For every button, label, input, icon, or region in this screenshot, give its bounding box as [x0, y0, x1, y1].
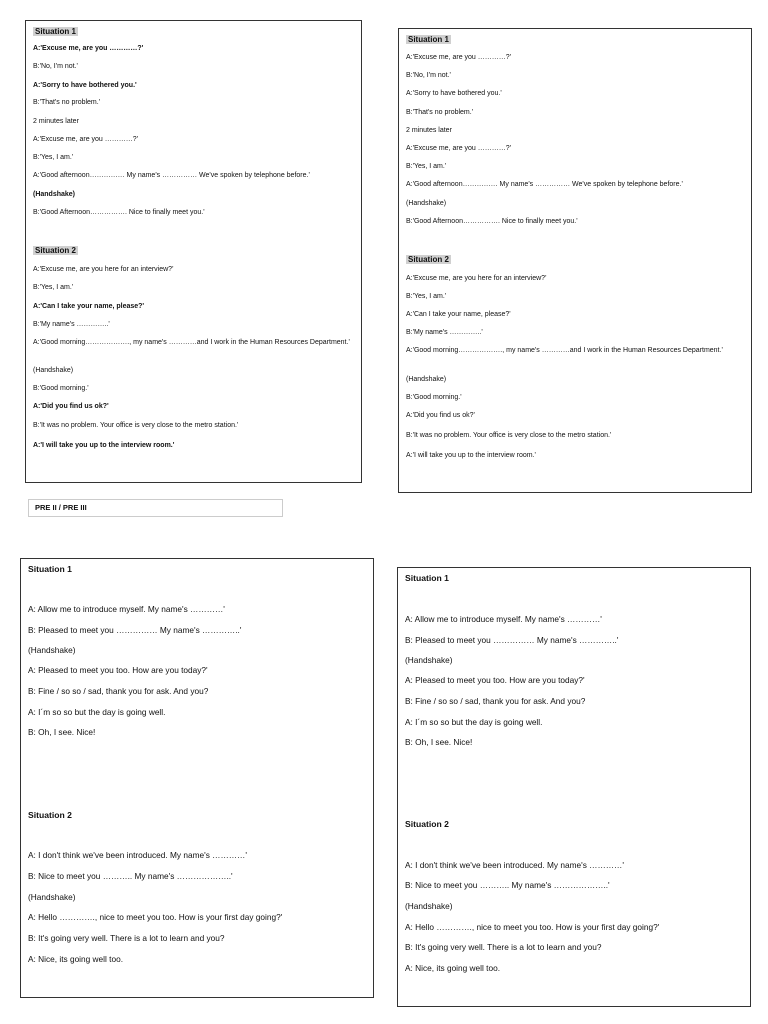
dialogue-line: A: Hello …………., nice to meet you too. How is your first day going?': [405, 922, 660, 932]
dialogue-card-intro-right: [397, 567, 751, 1007]
dialogue-line: A:'Did you find us ok?': [406, 412, 475, 419]
dialogue-line: B: Nice to meet you ……….. My name's ………………..': [405, 880, 610, 890]
dialogue-line: B:'Yes, I am.': [33, 284, 74, 291]
dialogue-line: B: It's going very well. There is a lot to learn and you?: [405, 942, 602, 952]
dialogue-line: B:'It was no problem. Your office is very close to the metro station.': [406, 432, 612, 439]
dialogue-line: A: Allow me to introduce myself. My name's …………': [28, 604, 225, 614]
dialogue-line: B: Fine / so so / sad, thank you for ask. And you?: [28, 686, 209, 696]
dialogue-line: B: Oh, I see. Nice!: [405, 737, 473, 747]
dialogue-line: A:'Good afternoon…………… My name's …………… We've spoken by telephone before.': [33, 172, 310, 179]
dialogue-line: A: Hello …………., nice to meet you too. How is your first day going?': [28, 912, 283, 922]
dialogue-line: A:'Can I take your name, please?': [406, 311, 511, 318]
dialogue-line: (Handshake): [406, 200, 447, 207]
dialogue-line: A: Pleased to meet you too. How are you today?': [405, 675, 585, 685]
dialogue-card-pre-left: [25, 20, 362, 483]
dialogue-line: A:'Did you find us ok?': [33, 403, 109, 410]
dialogue-line: B: Pleased to meet you …………… My name's …………..': [28, 625, 242, 635]
dialogue-line: B:'Yes, I am.': [406, 293, 447, 300]
dialogue-line: 2 minutes later: [406, 127, 452, 134]
dialogue-line: A:'Sorry to have bothered you.': [33, 82, 137, 89]
dialogue-line: A:'Excuse me, are you …………?': [406, 54, 511, 61]
dialogue-line: A:'I will take you up to the interview room.': [406, 452, 536, 459]
dialogue-line: (Handshake): [28, 645, 76, 655]
dialogue-line: A:'Excuse me, are you …………?': [33, 45, 144, 52]
dialogue-line: A:'Can I take your name, please?': [33, 303, 145, 310]
dialogue-line: 2 minutes later: [33, 118, 79, 125]
dialogue-card-pre-right: [398, 28, 752, 493]
dialogue-line: A: Pleased to meet you too. How are you today?': [28, 665, 208, 675]
dialogue-line: A: I don't think we've been introduced. My name's …………': [28, 850, 247, 860]
situation-title: Situation 2: [405, 819, 449, 829]
dialogue-line: B:'My name's …………..': [33, 321, 110, 328]
dialogue-line: B: Fine / so so / sad, thank you for ask. And you?: [405, 696, 586, 706]
dialogue-line: B:'Good Afternoon……………. Nice to finally meet you.': [33, 209, 205, 216]
dialogue-line: B:'It was no problem. Your office is very close to the metro station.': [33, 422, 239, 429]
dialogue-line: B:'Good morning.': [33, 385, 89, 392]
situation-title: Situation 2: [35, 246, 76, 255]
dialogue-line: (Handshake): [405, 901, 453, 911]
dialogue-line: A:'Excuse me, are you here for an interview?': [33, 266, 174, 273]
dialogue-line: B:'No, I'm not.': [406, 72, 451, 79]
dialogue-line: B:'Yes, I am.': [406, 163, 447, 170]
dialogue-line: A:'Excuse me, are you here for an interview?': [406, 275, 547, 282]
dialogue-line: (Handshake): [28, 892, 76, 902]
dialogue-line: A:'Good morning………………., my name's …………and I work in the Human Resources Department.': [406, 347, 723, 354]
dialogue-line: A: Allow me to introduce myself. My name's …………': [405, 614, 602, 624]
dialogue-line: (Handshake): [33, 191, 76, 198]
dialogue-line: B: Pleased to meet you …………… My name's …………..': [405, 635, 619, 645]
dialogue-line: (Handshake): [33, 367, 74, 374]
dialogue-line: A: Nice, its going well too.: [405, 963, 500, 973]
dialogue-line: (Handshake): [406, 376, 447, 383]
dialogue-card-intro-left: [20, 558, 374, 998]
dialogue-line: A:'Good afternoon…………… My name's …………… We've spoken by telephone before.': [406, 181, 683, 188]
dialogue-line: B:'Yes, I am.': [33, 154, 74, 161]
dialogue-line: B: It's going very well. There is a lot to learn and you?: [28, 933, 225, 943]
dialogue-line: B: Nice to meet you ……….. My name's ………………..': [28, 871, 233, 881]
dialogue-line: A:'I will take you up to the interview room.': [33, 442, 175, 449]
dialogue-line: B:'My name's …………..': [406, 329, 483, 336]
dialogue-line: B:'That's no problem.': [33, 99, 101, 106]
dialogue-line: (Handshake): [405, 655, 453, 665]
dialogue-line: A:'Good morning………………., my name's …………and I work in the Human Resources Department.': [33, 339, 350, 346]
situation-title: Situation 2: [28, 810, 72, 820]
dialogue-line: A:'Excuse me, are you …………?': [33, 136, 138, 143]
dialogue-line: A:'Excuse me, are you …………?': [406, 145, 511, 152]
dialogue-line: B:'That's no problem.': [406, 109, 474, 116]
situation-title: Situation 2: [408, 255, 449, 264]
dialogue-line: A: I´m so so but the day is going well.: [405, 717, 543, 727]
situation-title: Situation 1: [408, 35, 449, 44]
dialogue-line: B:'Good Afternoon……………. Nice to finally meet you.': [406, 218, 578, 225]
dialogue-line: A: I´m so so but the day is going well.: [28, 707, 166, 717]
dialogue-line: A: I don't think we've been introduced. My name's …………': [405, 860, 624, 870]
situation-title: Situation 1: [28, 564, 72, 574]
situation-title: Situation 1: [405, 573, 449, 583]
level-label: PRE II / PRE III: [28, 499, 283, 517]
dialogue-line: B:'No, I'm not.': [33, 63, 78, 70]
situation-title: Situation 1: [35, 27, 76, 36]
dialogue-line: B: Oh, I see. Nice!: [28, 727, 96, 737]
dialogue-line: A: Nice, its going well too.: [28, 954, 123, 964]
dialogue-line: B:'Good morning.': [406, 394, 462, 401]
dialogue-line: A:'Sorry to have bothered you.': [406, 90, 502, 97]
